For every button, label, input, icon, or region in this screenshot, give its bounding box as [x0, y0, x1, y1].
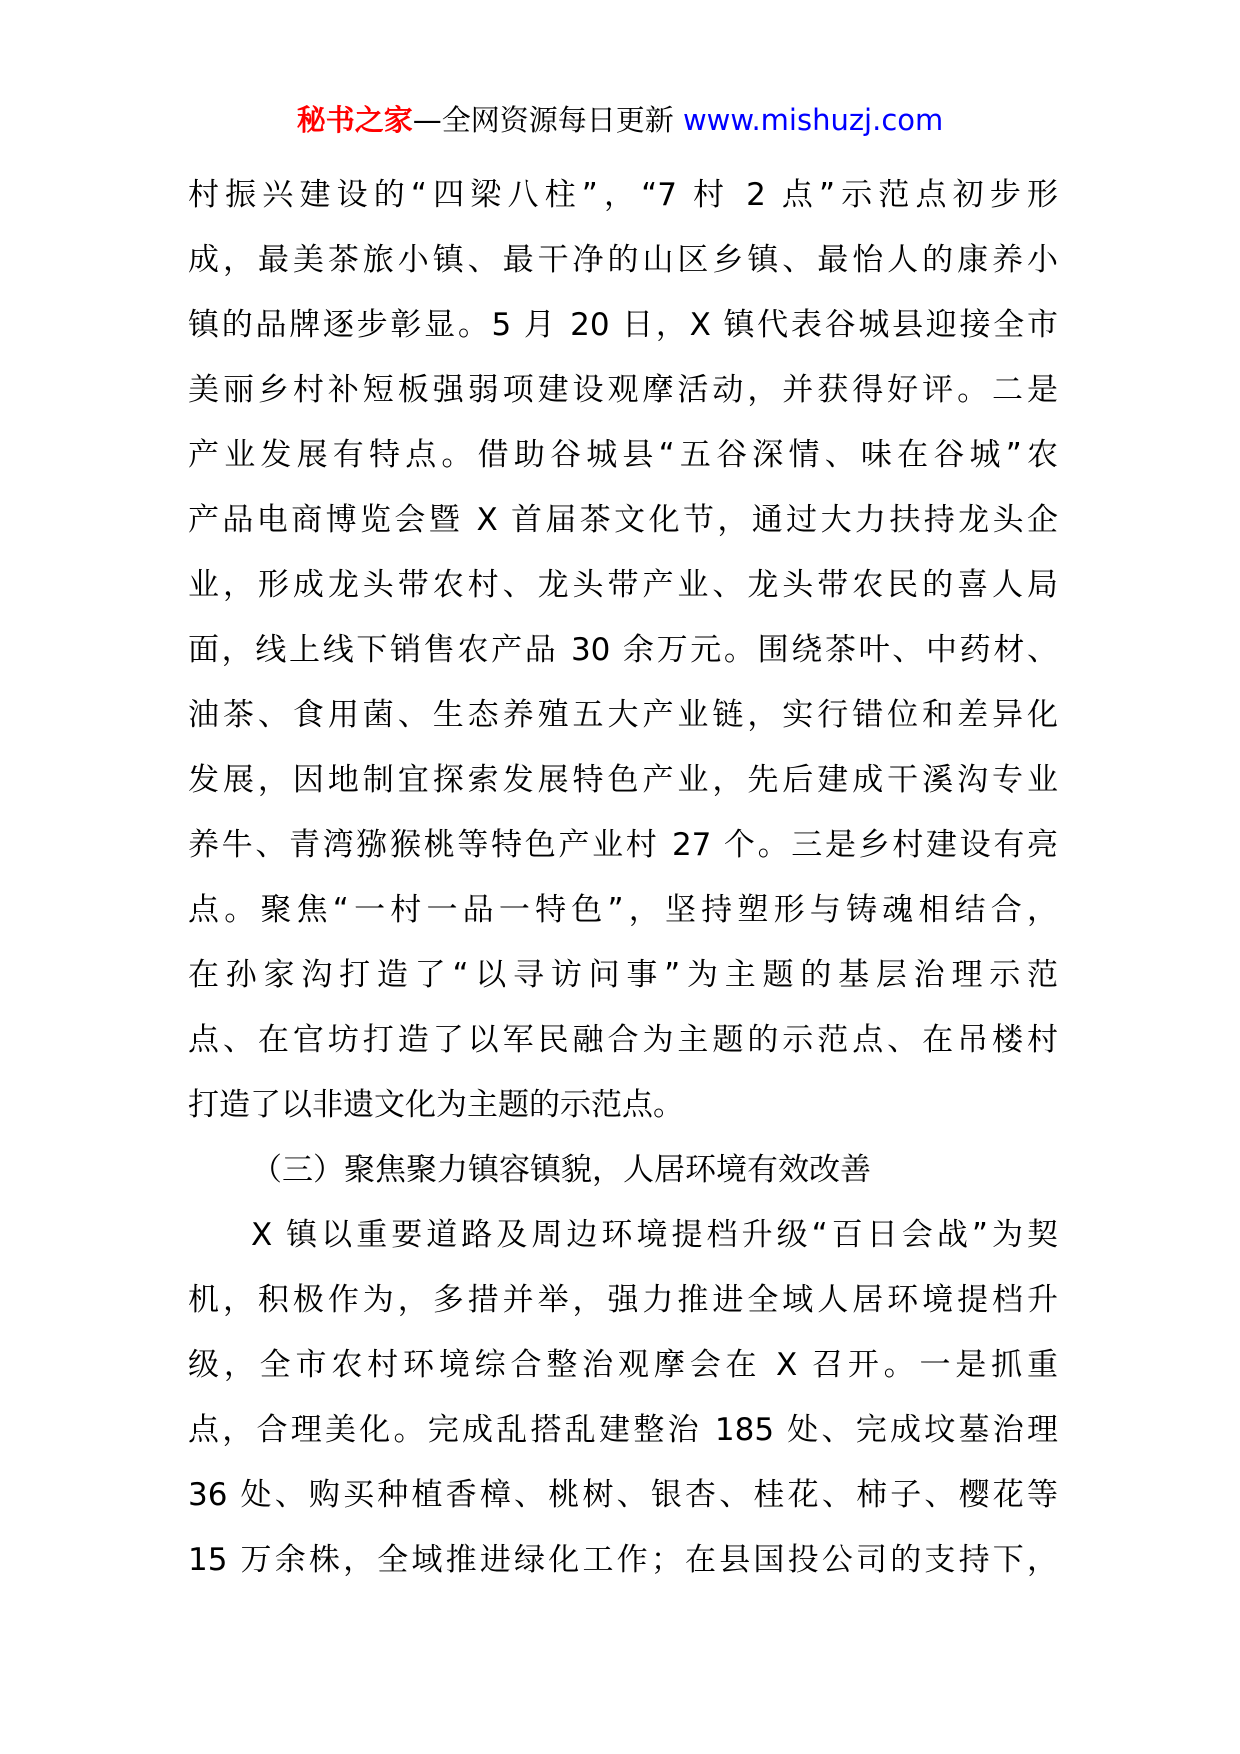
document-body	[188, 163, 1058, 1593]
text-line: 村振兴建设的“四梁八柱”，“7 村 2 点”示范点初步形	[188, 177, 1058, 213]
text-line: 在孙家沟打造了“以寻访问事”为主题的基层治理示范	[188, 957, 1058, 993]
text-line: 成，最美茶旅小镇、最干净的山区乡镇、最怡人的康养小	[188, 242, 1058, 278]
text-line: 镇的品牌逐步彰显。5 月 20 日，X 镇代表谷城县迎接全市	[188, 307, 1058, 343]
text-line: 油茶、食用菌、生态养殖五大产业链，实行错位和差异化	[188, 697, 1058, 733]
text-line: 级，全市农村环境综合整治观摩会在 X 召开。一是抓重	[188, 1347, 1058, 1383]
text-line: 机，积极作为，多措并举，强力推进全域人居环境提档升	[188, 1282, 1058, 1318]
text-line: 15 万余株，全域推进绿化工作；在县国投公司的支持下，	[188, 1542, 1058, 1578]
paragraph-end-line: 打造了以非遗文化为主题的示范点。	[188, 1087, 684, 1123]
text-line: 业，形成龙头带农村、龙头带产业、龙头带农民的喜人局	[188, 567, 1058, 603]
text-line: 产业发展有特点。借助谷城县“五谷深情、味在谷城”农	[188, 437, 1058, 473]
text-line: 发展，因地制宜探索发展特色产业，先后建成干溪沟专业	[188, 762, 1058, 798]
section-heading: （三）聚焦聚力镇容镇貌，人居环境有效改善	[251, 1152, 871, 1188]
text-line: 点，合理美化。完成乱搭乱建整治 185 处、完成坟墓治理	[188, 1412, 1058, 1448]
text-line: 美丽乡村补短板强弱项建设观摩活动，并获得好评。二是	[188, 372, 1058, 408]
text-line: 点。聚焦“一村一品一特色”，坚持塑形与铸魂相结合，	[188, 892, 1058, 928]
site-url-link[interactable]: www.mishuzj.com	[682, 103, 944, 137]
site-brand: 秘书之家	[296, 103, 413, 137]
text-line: 面，线上线下销售农产品 30 余万元。围绕茶叶、中药材、	[188, 632, 1058, 668]
text-line: 点、在官坊打造了以军民融合为主题的示范点、在吊楼村	[188, 1022, 1058, 1058]
site-tagline: —全网资源每日更新	[412, 103, 674, 137]
text-line: 养牛、青湾猕猴桃等特色产业村 27 个。三是乡村建设有亮	[188, 827, 1058, 863]
text-line: 产品电商博览会暨 X 首届茶文化节，通过大力扶持龙头企	[188, 502, 1058, 538]
paragraph-first-line: X 镇以重要道路及周边环境提档升级“百日会战”为契	[251, 1217, 1058, 1253]
text-line: 36 处、购买种植香樟、桃树、银杏、桂花、柿子、樱花等	[188, 1477, 1058, 1513]
site-header	[0, 100, 1240, 140]
